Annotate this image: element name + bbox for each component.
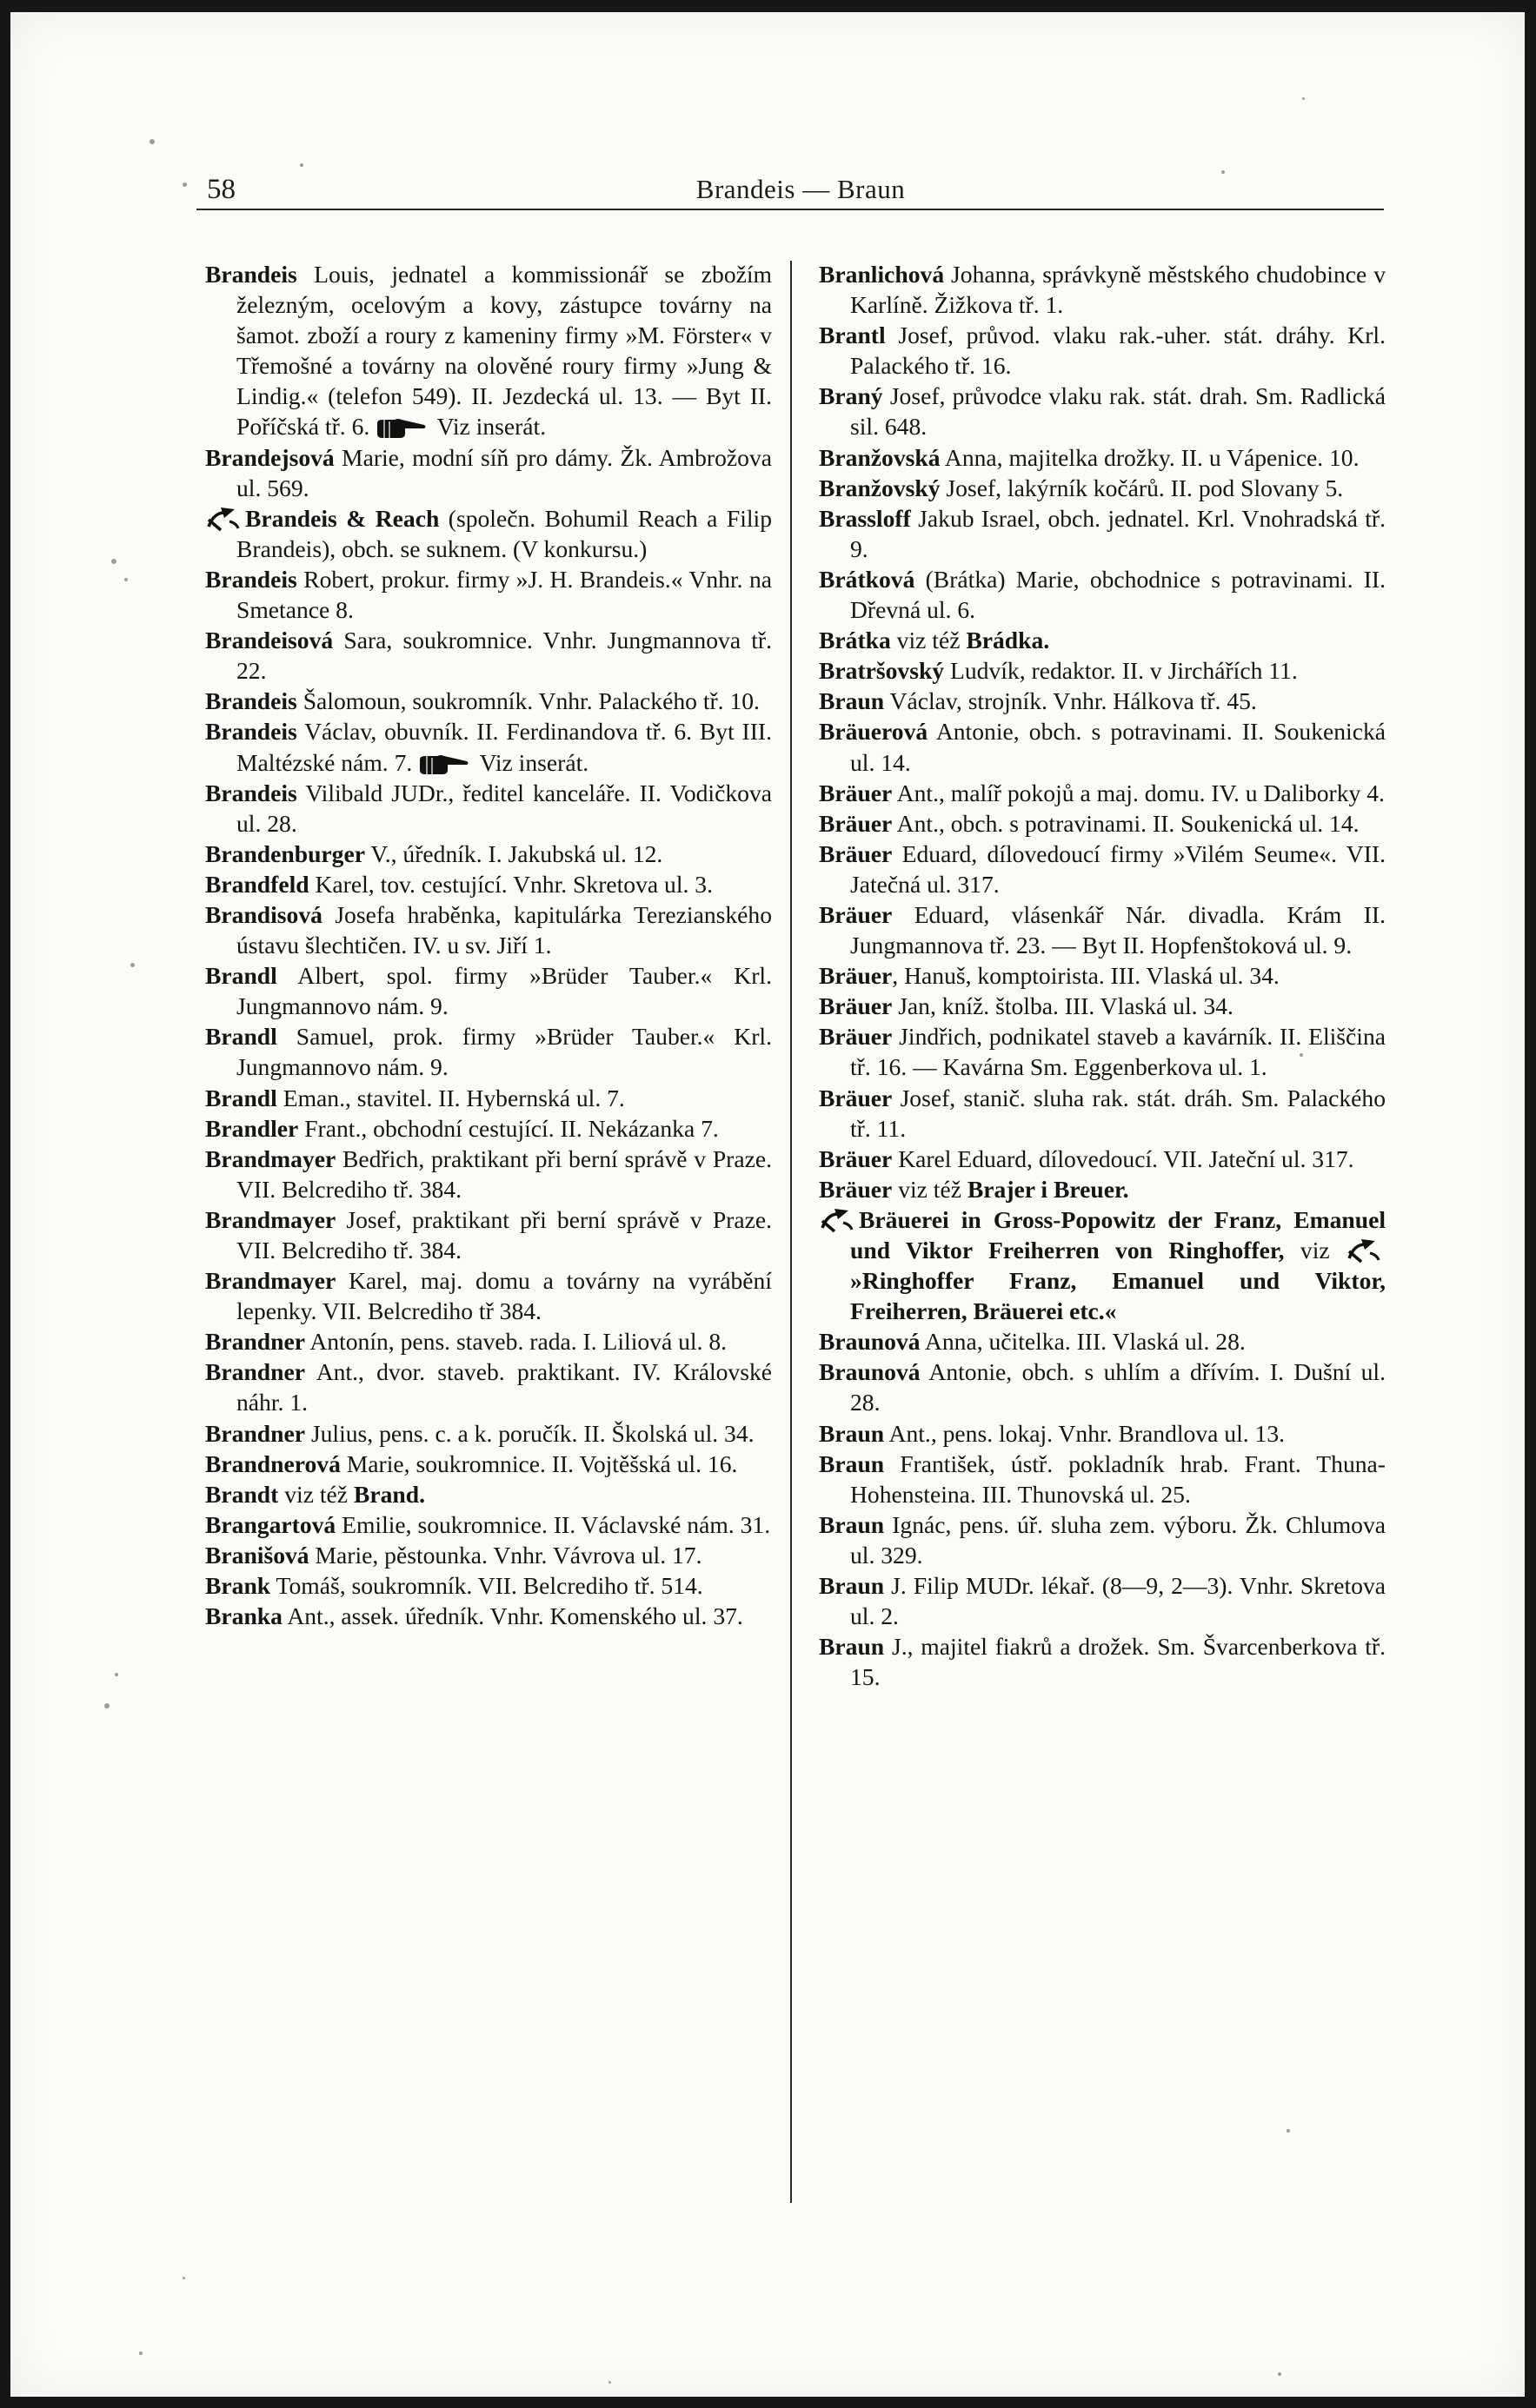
paper-speck bbox=[183, 182, 187, 187]
entry-details: Karel, tov. cestující. Vnhr. Skretova ul. 3. bbox=[309, 870, 713, 898]
entry-details: Karel, maj. domu a továrny na vyrábění lepenky. VII. Belcrediho tř 384. bbox=[236, 1267, 772, 1325]
paper-speck bbox=[1287, 2129, 1290, 2133]
entry-surname: Brandner bbox=[205, 1328, 305, 1356]
entry-surname: Bräuer bbox=[819, 962, 893, 990]
entry-details: Samuel, prok. firmy »Brüder Tauber.« Krl. Jungmannovo nám. 9. bbox=[236, 1023, 772, 1081]
entry-surname: Brandmayer bbox=[205, 1267, 336, 1295]
paper-speck bbox=[1278, 2372, 1281, 2376]
entry-surname: Brandler bbox=[205, 1114, 299, 1142]
entry-surname: Bräuer bbox=[819, 1023, 893, 1051]
entry-surname: Brandisová bbox=[205, 900, 322, 928]
entry-details: Antonie, obch. s uhlím a dřívím. I. Dušní ul. 28. bbox=[850, 1358, 1386, 1416]
directory-entry bbox=[205, 1021, 772, 1082]
directory-entry bbox=[819, 1021, 1386, 1082]
entry-surname: Brank bbox=[205, 1572, 271, 1600]
entry-surname: Braný bbox=[819, 382, 883, 410]
entry-surname: Brandejsová bbox=[205, 443, 335, 471]
entry-details: Šalomoun, soukromník. Vnhr. Palackého tř. 10. bbox=[296, 687, 760, 715]
directory-entry bbox=[205, 1601, 772, 1631]
paper-speck bbox=[150, 139, 155, 144]
directory-entry bbox=[819, 473, 1386, 503]
entry-details: Antonín, pens. staveb. rada. I. Liliová ul. 8. bbox=[304, 1328, 728, 1356]
paper-speck bbox=[115, 1673, 118, 1676]
entry-details: Robert, prokur. firmy »J. H. Brandeis.« Vnhr. na Smetance 8. bbox=[236, 565, 772, 624]
cross-reference-mark-icon bbox=[1346, 1236, 1382, 1264]
entry-surname: Brandner bbox=[205, 1358, 305, 1386]
entry-details: Josef, průvod. vlaku rak.-uher. stát. dráhy. Krl. Palackého tř. 16. bbox=[850, 322, 1386, 380]
directory-entry bbox=[819, 808, 1386, 839]
entry-surname: Bräuer bbox=[819, 1175, 893, 1203]
pointing-hand-icon bbox=[376, 416, 428, 440]
entry-surname: Brátka bbox=[819, 627, 891, 654]
paper-speck bbox=[183, 2277, 185, 2279]
entry-surname: Braun bbox=[819, 687, 885, 715]
entry-details: Ant., dvor. staveb. praktikant. IV. Královské náhr. 1. bbox=[236, 1358, 772, 1416]
entry-surname: Bräuer bbox=[819, 900, 893, 928]
entry-details: Emilie, soukromnice. II. Václavské nám. 31. bbox=[336, 1510, 771, 1538]
directory-entry bbox=[819, 991, 1386, 1021]
directory-entry bbox=[819, 1174, 1386, 1204]
directory-entry bbox=[819, 1449, 1386, 1509]
entry-details: J. Filip MUDr. lékař. (8—9, 2—3). Vnhr. Skretova ul. 2. bbox=[850, 1572, 1386, 1630]
entry-surname: Bräuer bbox=[819, 1084, 893, 1111]
directory-entry bbox=[819, 716, 1386, 777]
directory-entry bbox=[205, 1204, 772, 1265]
directory-entry bbox=[819, 1418, 1386, 1449]
paper-speck bbox=[1300, 1053, 1303, 1057]
directory-entry bbox=[205, 442, 772, 503]
right-column bbox=[819, 259, 1386, 1692]
entry-surname: Braun bbox=[819, 1510, 885, 1538]
entry-surname: Branlichová bbox=[819, 261, 945, 288]
entry-details: viz též bbox=[278, 1480, 354, 1508]
directory-entry bbox=[205, 259, 772, 442]
entry-details: Ant., obch. s potravinami. II. Soukenická ul. 14. bbox=[892, 809, 1360, 837]
entry-surname: Brandfeld bbox=[205, 870, 309, 898]
entry-surname: Bräuer bbox=[819, 779, 893, 806]
entry-details: Ludvík, redaktor. II. v Jirchářích 11. bbox=[944, 657, 1298, 685]
directory-entry bbox=[205, 839, 772, 869]
paper-speck bbox=[608, 2381, 611, 2384]
directory-entry bbox=[205, 869, 772, 899]
entry-details: Ant., pens. lokaj. Vnhr. Brandlova ul. 13. bbox=[884, 1419, 1286, 1447]
directory-entry bbox=[819, 1570, 1386, 1631]
pointing-hand-icon bbox=[418, 753, 470, 776]
directory-entry bbox=[205, 1418, 772, 1449]
entry-details: (Brátka) Marie, obchodnice s potravinami. II. Dřevná ul. 6. bbox=[850, 565, 1386, 624]
column-divider bbox=[790, 261, 792, 2203]
directory-entry bbox=[819, 960, 1386, 991]
entry-surname: Brandl bbox=[205, 962, 277, 990]
entry-details: Eduard, dílovedoucí firmy »Vilém Seume«. VII. Jatečná ul. 317. bbox=[850, 839, 1386, 898]
entry-surname: Brandeis bbox=[205, 565, 297, 593]
entry-details: Sara, soukromnice. Vnhr. Jungmannova tř. 22. bbox=[236, 627, 772, 685]
entry-surname: Brandner bbox=[205, 1419, 305, 1447]
entry-surname: Branka bbox=[205, 1602, 283, 1630]
entry-see-also: Brádka. bbox=[966, 627, 1050, 654]
left-column bbox=[205, 259, 772, 1631]
entry-surname: Bratršovský bbox=[819, 657, 945, 685]
directory-entry bbox=[819, 564, 1386, 625]
directory-entry bbox=[205, 716, 772, 777]
header-rule bbox=[196, 209, 1384, 210]
entry-details: Ant., malíř pokojů a maj. domu. IV. u Daliborky 4. bbox=[892, 779, 1385, 806]
entry-surname: Braunová bbox=[819, 1328, 921, 1356]
directory-entry bbox=[205, 1449, 772, 1479]
directory-entry bbox=[819, 839, 1386, 899]
entry-details: Ignác, pens. úř. sluha zem. výboru. Žk. Chlumova ul. 329. bbox=[850, 1510, 1386, 1569]
entry-details: Jan, kníž. štolba. III. Vlaská ul. 34. bbox=[892, 992, 1233, 1020]
entry-details: Tomáš, soukromník. VII. Belcrediho tř. 514. bbox=[270, 1572, 703, 1600]
entry-surname: Braun bbox=[819, 1449, 885, 1477]
entry-details: viz též bbox=[892, 1175, 967, 1203]
paper-speck bbox=[124, 578, 128, 581]
directory-entry bbox=[819, 655, 1386, 686]
entry-details: Anna, učitelka. III. Vlaská ul. 28. bbox=[920, 1328, 1246, 1356]
entry-surname: Brandmayer bbox=[205, 1144, 336, 1172]
directory-entry bbox=[819, 1326, 1386, 1357]
entry-surname: Brandeis bbox=[205, 779, 297, 806]
entry-surname: Brangartová bbox=[205, 1510, 336, 1538]
directory-entry bbox=[819, 1631, 1386, 1692]
entry-details: V., úředník. I. Jakubská ul. 12. bbox=[364, 839, 663, 867]
entry-details: František, ústř. pokladník hrab. Frant. Thuna-Hohensteina. III. Thunovská ul. 25. bbox=[850, 1449, 1386, 1508]
entry-surname: Brátková bbox=[819, 565, 915, 593]
entry-note: Viz inserát. bbox=[474, 748, 589, 776]
directory-entry bbox=[205, 1540, 772, 1570]
entry-details: viz též bbox=[890, 627, 967, 654]
paper-speck bbox=[300, 163, 303, 167]
directory-entry bbox=[819, 1083, 1386, 1144]
entry-details: Bedřich, praktikant při berní správě v Praze. VII. Belcrediho tř. 384. bbox=[236, 1144, 772, 1203]
entry-details: Josef, praktikant při berní správě v Praze. VII. Belcrediho tř. 384. bbox=[236, 1205, 772, 1264]
directory-entry bbox=[205, 503, 772, 564]
directory-entry bbox=[819, 442, 1386, 473]
entry-surname: Branžovský bbox=[819, 474, 941, 501]
directory-entry bbox=[819, 503, 1386, 564]
directory-entry bbox=[205, 564, 772, 625]
entry-details: Josef, stanič. sluha rak. stát. dráh. Sm. Palackého tř. 11. bbox=[850, 1084, 1386, 1142]
entry-details: Anna, majitelka drožky. II. u Vápenice. 10. bbox=[940, 443, 1360, 471]
directory-entry bbox=[205, 625, 772, 686]
entry-details: Vilibald JUDr., ředitel kanceláře. II. Vodičkova ul. 28. bbox=[236, 779, 772, 837]
directory-entry bbox=[819, 686, 1386, 716]
entry-surname: Brandeis bbox=[205, 261, 297, 288]
entry-details: Marie, modní síň pro dámy. Žk. Ambrožova ul. 569. bbox=[236, 443, 772, 501]
entry-details: Johanna, správkyně městského chudobince v Karlíně. Žižkova tř. 1. bbox=[850, 261, 1386, 319]
running-head: Brandeis — Braun bbox=[695, 174, 906, 204]
directory-entry bbox=[819, 381, 1386, 441]
paper-speck bbox=[139, 2352, 143, 2355]
entry-surname: Bräuer bbox=[819, 1144, 893, 1172]
entry-surname: Bräuer bbox=[819, 992, 893, 1020]
entry-details: Jakub Israel, obch. jednatel. Krl. Vnohradská tř. 9. bbox=[850, 504, 1386, 562]
directory-entry bbox=[205, 778, 772, 839]
entry-details: viz bbox=[1284, 1237, 1346, 1264]
paper-speck bbox=[1221, 170, 1225, 174]
paper-speck bbox=[130, 963, 135, 967]
entry-surname: Bräuerei in Gross-Popowitz der Franz, Emanuel und Viktor Freiherren von Ringhoffer, bbox=[850, 1205, 1386, 1264]
entry-surname: Brandeis bbox=[205, 687, 297, 715]
directory-entry bbox=[205, 1479, 772, 1509]
entry-surname: Brandl bbox=[205, 1023, 277, 1051]
page-number: 58 bbox=[207, 174, 236, 205]
entry-details: , Hanuš, komptoirista. III. Vlaská ul. 34. bbox=[892, 962, 1280, 990]
directory-entry bbox=[205, 1570, 772, 1601]
directory-entry bbox=[819, 899, 1386, 960]
directory-entry bbox=[819, 1509, 1386, 1570]
entry-details: Jindřich, podnikatel staveb a kavárník. II. Eliščina tř. 16. — Kavárna Sm. Eggenberkova ul. 1. bbox=[850, 1023, 1386, 1081]
entry-details: Marie, soukromnice. II. Vojtěšská ul. 16. bbox=[340, 1449, 738, 1477]
paper-speck bbox=[1302, 97, 1305, 100]
directory-entry bbox=[205, 1113, 772, 1144]
entry-surname: Brandeis bbox=[205, 718, 297, 746]
directory-entry bbox=[819, 625, 1386, 655]
entry-surname: Bräuer bbox=[819, 809, 893, 837]
entry-surname: Brandeisová bbox=[205, 627, 334, 654]
entry-details: Frant., obchodní cestující. II. Nekázanka 7. bbox=[298, 1114, 719, 1142]
entry-details: Václav, obuvník. II. Ferdinandova tř. 6. Byt III. Maltézské nám. 7. bbox=[236, 718, 772, 776]
entry-details: Eduard, vlásenkář Nár. divadla. Krám II. Jungmannova tř. 23. — Byt II. Hopfenštoková ul. 9. bbox=[850, 900, 1386, 959]
entry-details: Albert, spol. firmy »Brüder Tauber.« Krl. Jungmannovo nám. 9. bbox=[236, 962, 772, 1020]
entry-surname: Branžovská bbox=[819, 443, 941, 471]
entry-see-also: Brajer i Breuer. bbox=[967, 1175, 1129, 1203]
entry-surname: Brandenburger bbox=[205, 839, 365, 867]
directory-entry bbox=[819, 778, 1386, 808]
directory-entry bbox=[205, 960, 772, 1021]
entry-surname: Bräuerová bbox=[819, 718, 928, 746]
entry-surname: Braun bbox=[819, 1572, 885, 1600]
entry-surname: Brandt bbox=[205, 1480, 279, 1508]
entry-see-also: »Ringhoffer Franz, Emanuel und Viktor, Freiherren, Bräuerei etc.« bbox=[850, 1267, 1386, 1325]
entry-surname: Brassloff bbox=[819, 504, 911, 532]
entry-details: Louis, jednatel a kommissionář se zbožím železným, ocelovým a kovy, zástupce továrny na šamot. zboží a roury z kameniny firmy »M. Förster« v Třemošné a továrny na olověné roury firmy »Jung & Lindig.« (telefon 549). II. Jezdecká ul. 13. — Byt II. Poříčská tř. 6. bbox=[236, 261, 772, 441]
entry-surname: Braunová bbox=[819, 1358, 921, 1386]
entry-details: Marie, pěstounka. Vnhr. Vávrova ul. 17. bbox=[309, 1541, 702, 1569]
entry-surname: Bräuer bbox=[819, 839, 893, 867]
entry-surname: Brantl bbox=[819, 322, 886, 349]
entry-details: Karel Eduard, dílovedoucí. VII. Jateční ul. 317. bbox=[892, 1144, 1354, 1172]
cross-reference-mark-icon bbox=[205, 504, 242, 532]
directory-entry bbox=[205, 1357, 772, 1417]
entry-details: Julius, pens. c. a k. poručík. II. Školská ul. 34. bbox=[304, 1419, 755, 1447]
entry-details: J., majitel fiakrů a drožek. Sm. Švarcenberkova tř. 15. bbox=[850, 1633, 1386, 1691]
entry-details: Josef, průvodce vlaku rak. stát. drah. Sm. Radlická sil. 648. bbox=[850, 382, 1386, 441]
directory-entry bbox=[205, 1144, 772, 1204]
directory-entry bbox=[819, 259, 1386, 320]
directory-entry bbox=[205, 1509, 772, 1540]
directory-entry bbox=[205, 686, 772, 716]
directory-entry bbox=[205, 899, 772, 960]
entry-details: Josefa hraběnka, kapitulárka Terezianského ústavu šlechtičen. IV. u sv. Jiří 1. bbox=[236, 900, 772, 959]
entry-surname: Braun bbox=[819, 1419, 885, 1447]
entry-details: Eman., stavitel. II. Hybernská ul. 7. bbox=[276, 1084, 625, 1111]
entry-details: Václav, strojník. Vnhr. Hálkova tř. 45. bbox=[884, 687, 1257, 715]
entry-surname: Branišová bbox=[205, 1541, 309, 1569]
entry-surname: Braun bbox=[819, 1633, 885, 1661]
paper-speck bbox=[111, 559, 116, 564]
entry-details: (společn. Bohumil Reach a Filip Brandeis), obch. se suknem. (V konkursu.) bbox=[236, 504, 772, 562]
entry-note: Viz inserát. bbox=[431, 413, 547, 441]
directory-entry bbox=[819, 1357, 1386, 1417]
cross-reference-mark-icon bbox=[819, 1205, 855, 1233]
entry-surname: Brandeis & Reach bbox=[245, 504, 440, 532]
entry-see-also: Brand. bbox=[353, 1480, 425, 1508]
entry-surname: Brandmayer bbox=[205, 1205, 336, 1233]
paper-speck bbox=[104, 1703, 110, 1708]
directory-entry bbox=[819, 1144, 1386, 1174]
entry-details: Antonie, obch. s potravinami. II. Soukenická ul. 14. bbox=[850, 718, 1386, 776]
entry-details: Josef, lakýrník kočárů. II. pod Slovany 5. bbox=[940, 474, 1344, 501]
entry-surname: Brandl bbox=[205, 1084, 277, 1111]
directory-entry bbox=[819, 1204, 1386, 1326]
directory-entry bbox=[819, 320, 1386, 381]
directory-entry bbox=[205, 1326, 772, 1357]
entry-surname: Brandnerová bbox=[205, 1449, 341, 1477]
directory-entry bbox=[205, 1265, 772, 1326]
entry-details: Ant., assek. úředník. Vnhr. Komenského ul. 37. bbox=[282, 1602, 743, 1630]
directory-entry bbox=[205, 1083, 772, 1113]
